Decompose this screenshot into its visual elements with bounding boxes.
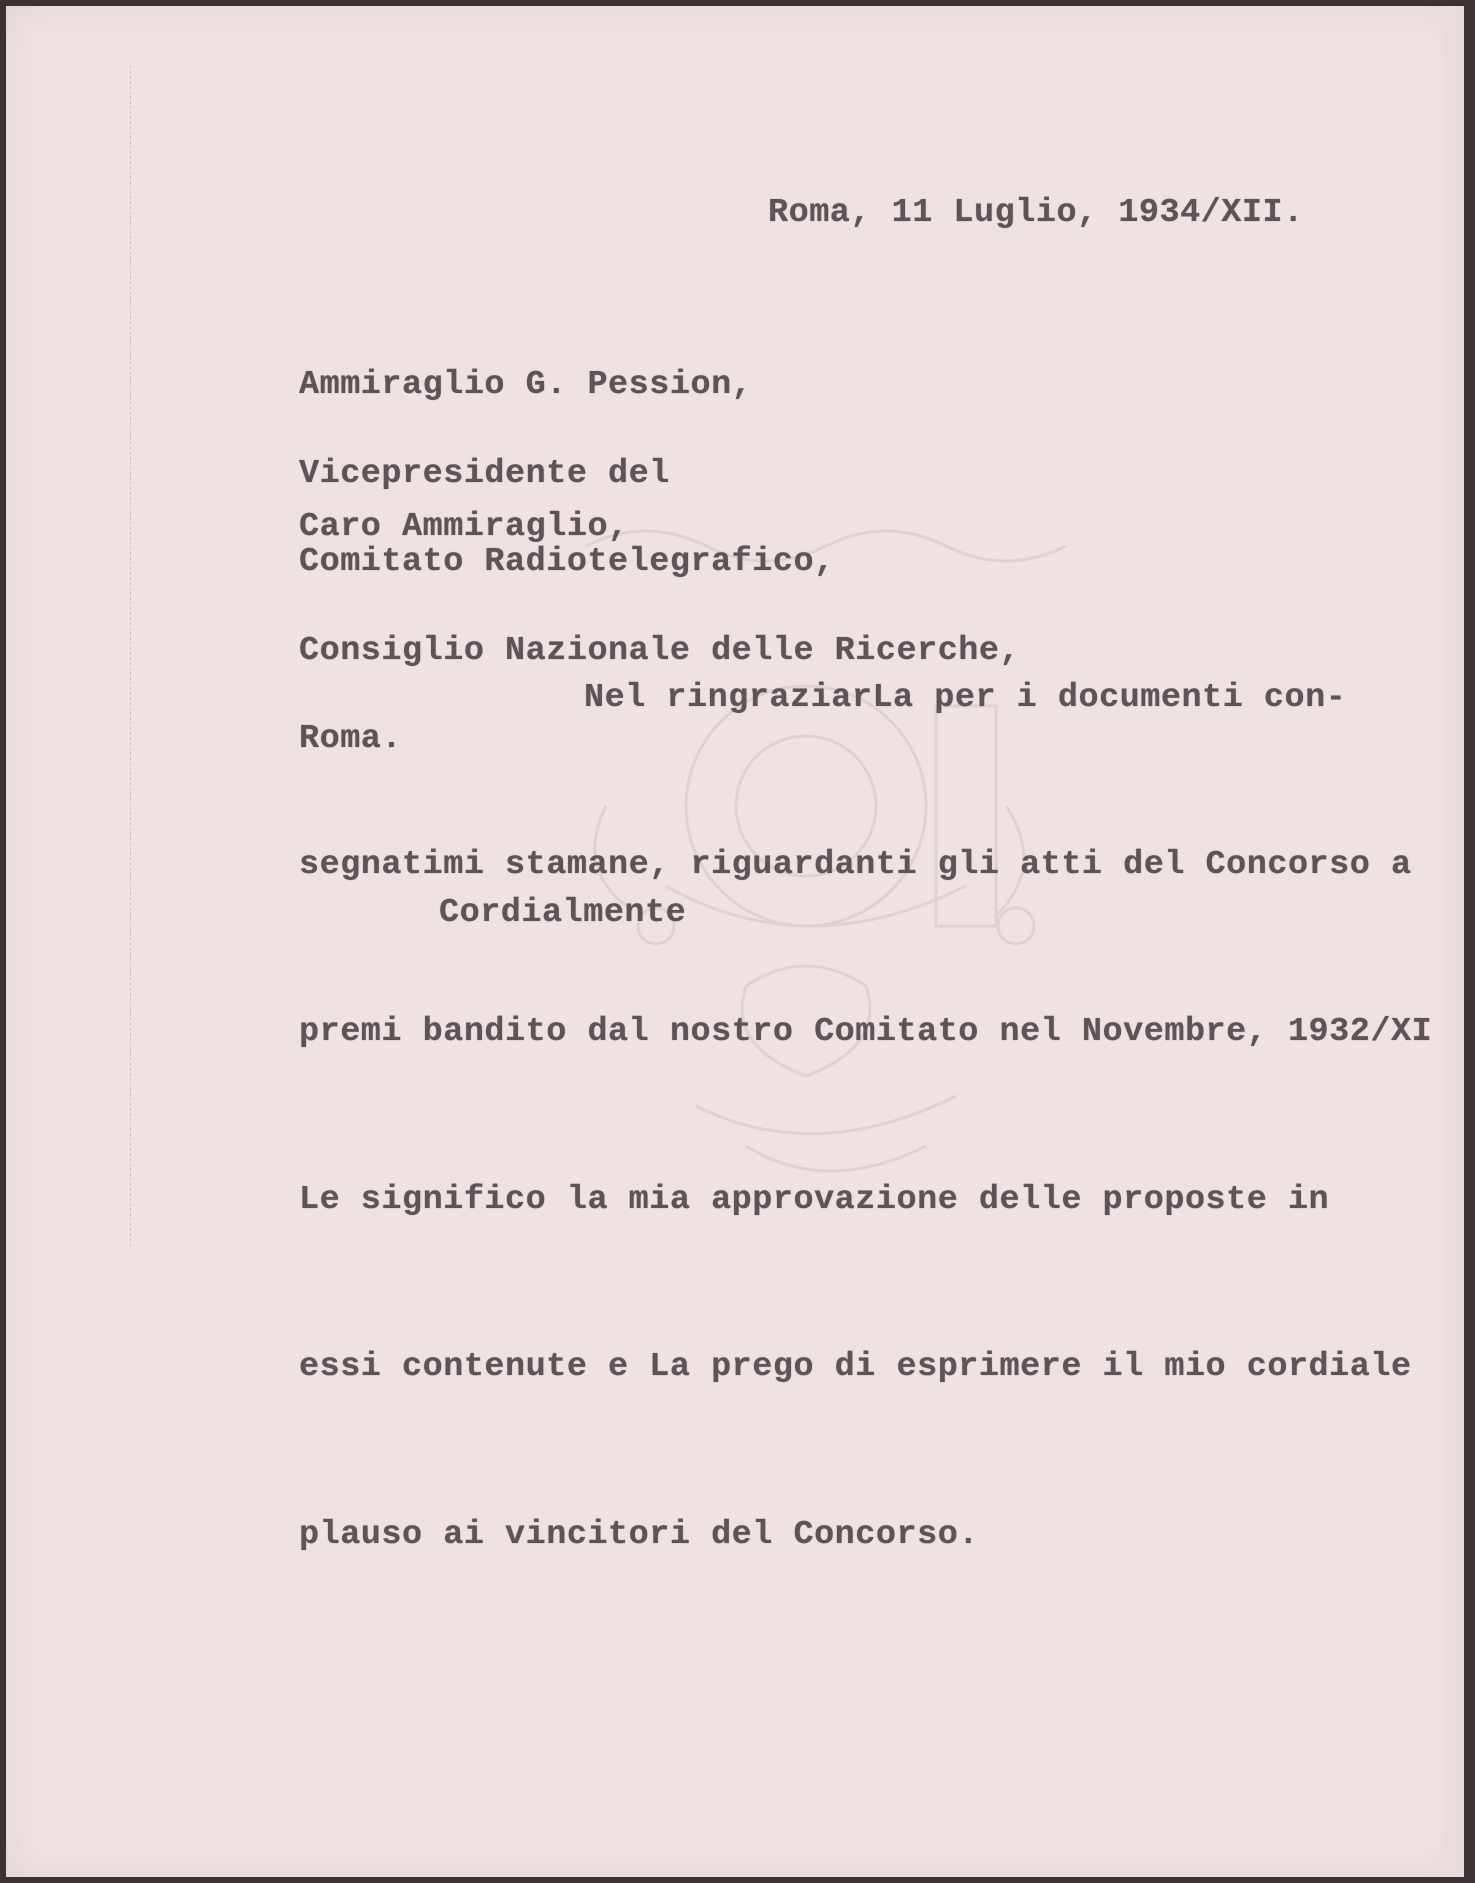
letter-date: Roma, 11 Luglio, 1934/XII. [768, 194, 1304, 232]
recipient-line: Ammiraglio G. Pession, [299, 366, 753, 404]
body-line: plauso ai vincitori del Concorso. [299, 1515, 979, 1554]
letter-body [299, 559, 1432, 1675]
letter-page [6, 6, 1464, 1877]
salutation: Caro Ammiraglio, [299, 508, 629, 546]
recipient-line: Roma. [299, 720, 403, 758]
recipient-line: Comitato Radiotelegrafico, [299, 543, 835, 581]
body-line: premi bandito dal nostro Comitato nel Novembre, 1932/XI [299, 1013, 1433, 1052]
recipient-line: Vicepresidente del [299, 454, 670, 493]
body-line: Nel ringraziarLa per i documenti con- [584, 678, 1347, 717]
margin-crease [130, 66, 132, 1246]
closing: Cordialmente [439, 894, 687, 932]
paper-edge [1438, 6, 1464, 1877]
body-line: essi contenute e La prego di esprimere il mio cordiale [299, 1348, 1412, 1387]
recipient-line: Consiglio Nazionale delle Ricerche, [299, 631, 1021, 670]
body-line: Le significo la mia approvazione delle proposte in [299, 1180, 1330, 1219]
body-line: segnatimi stamane, riguardanti gli atti del Concorso a [299, 845, 1412, 884]
